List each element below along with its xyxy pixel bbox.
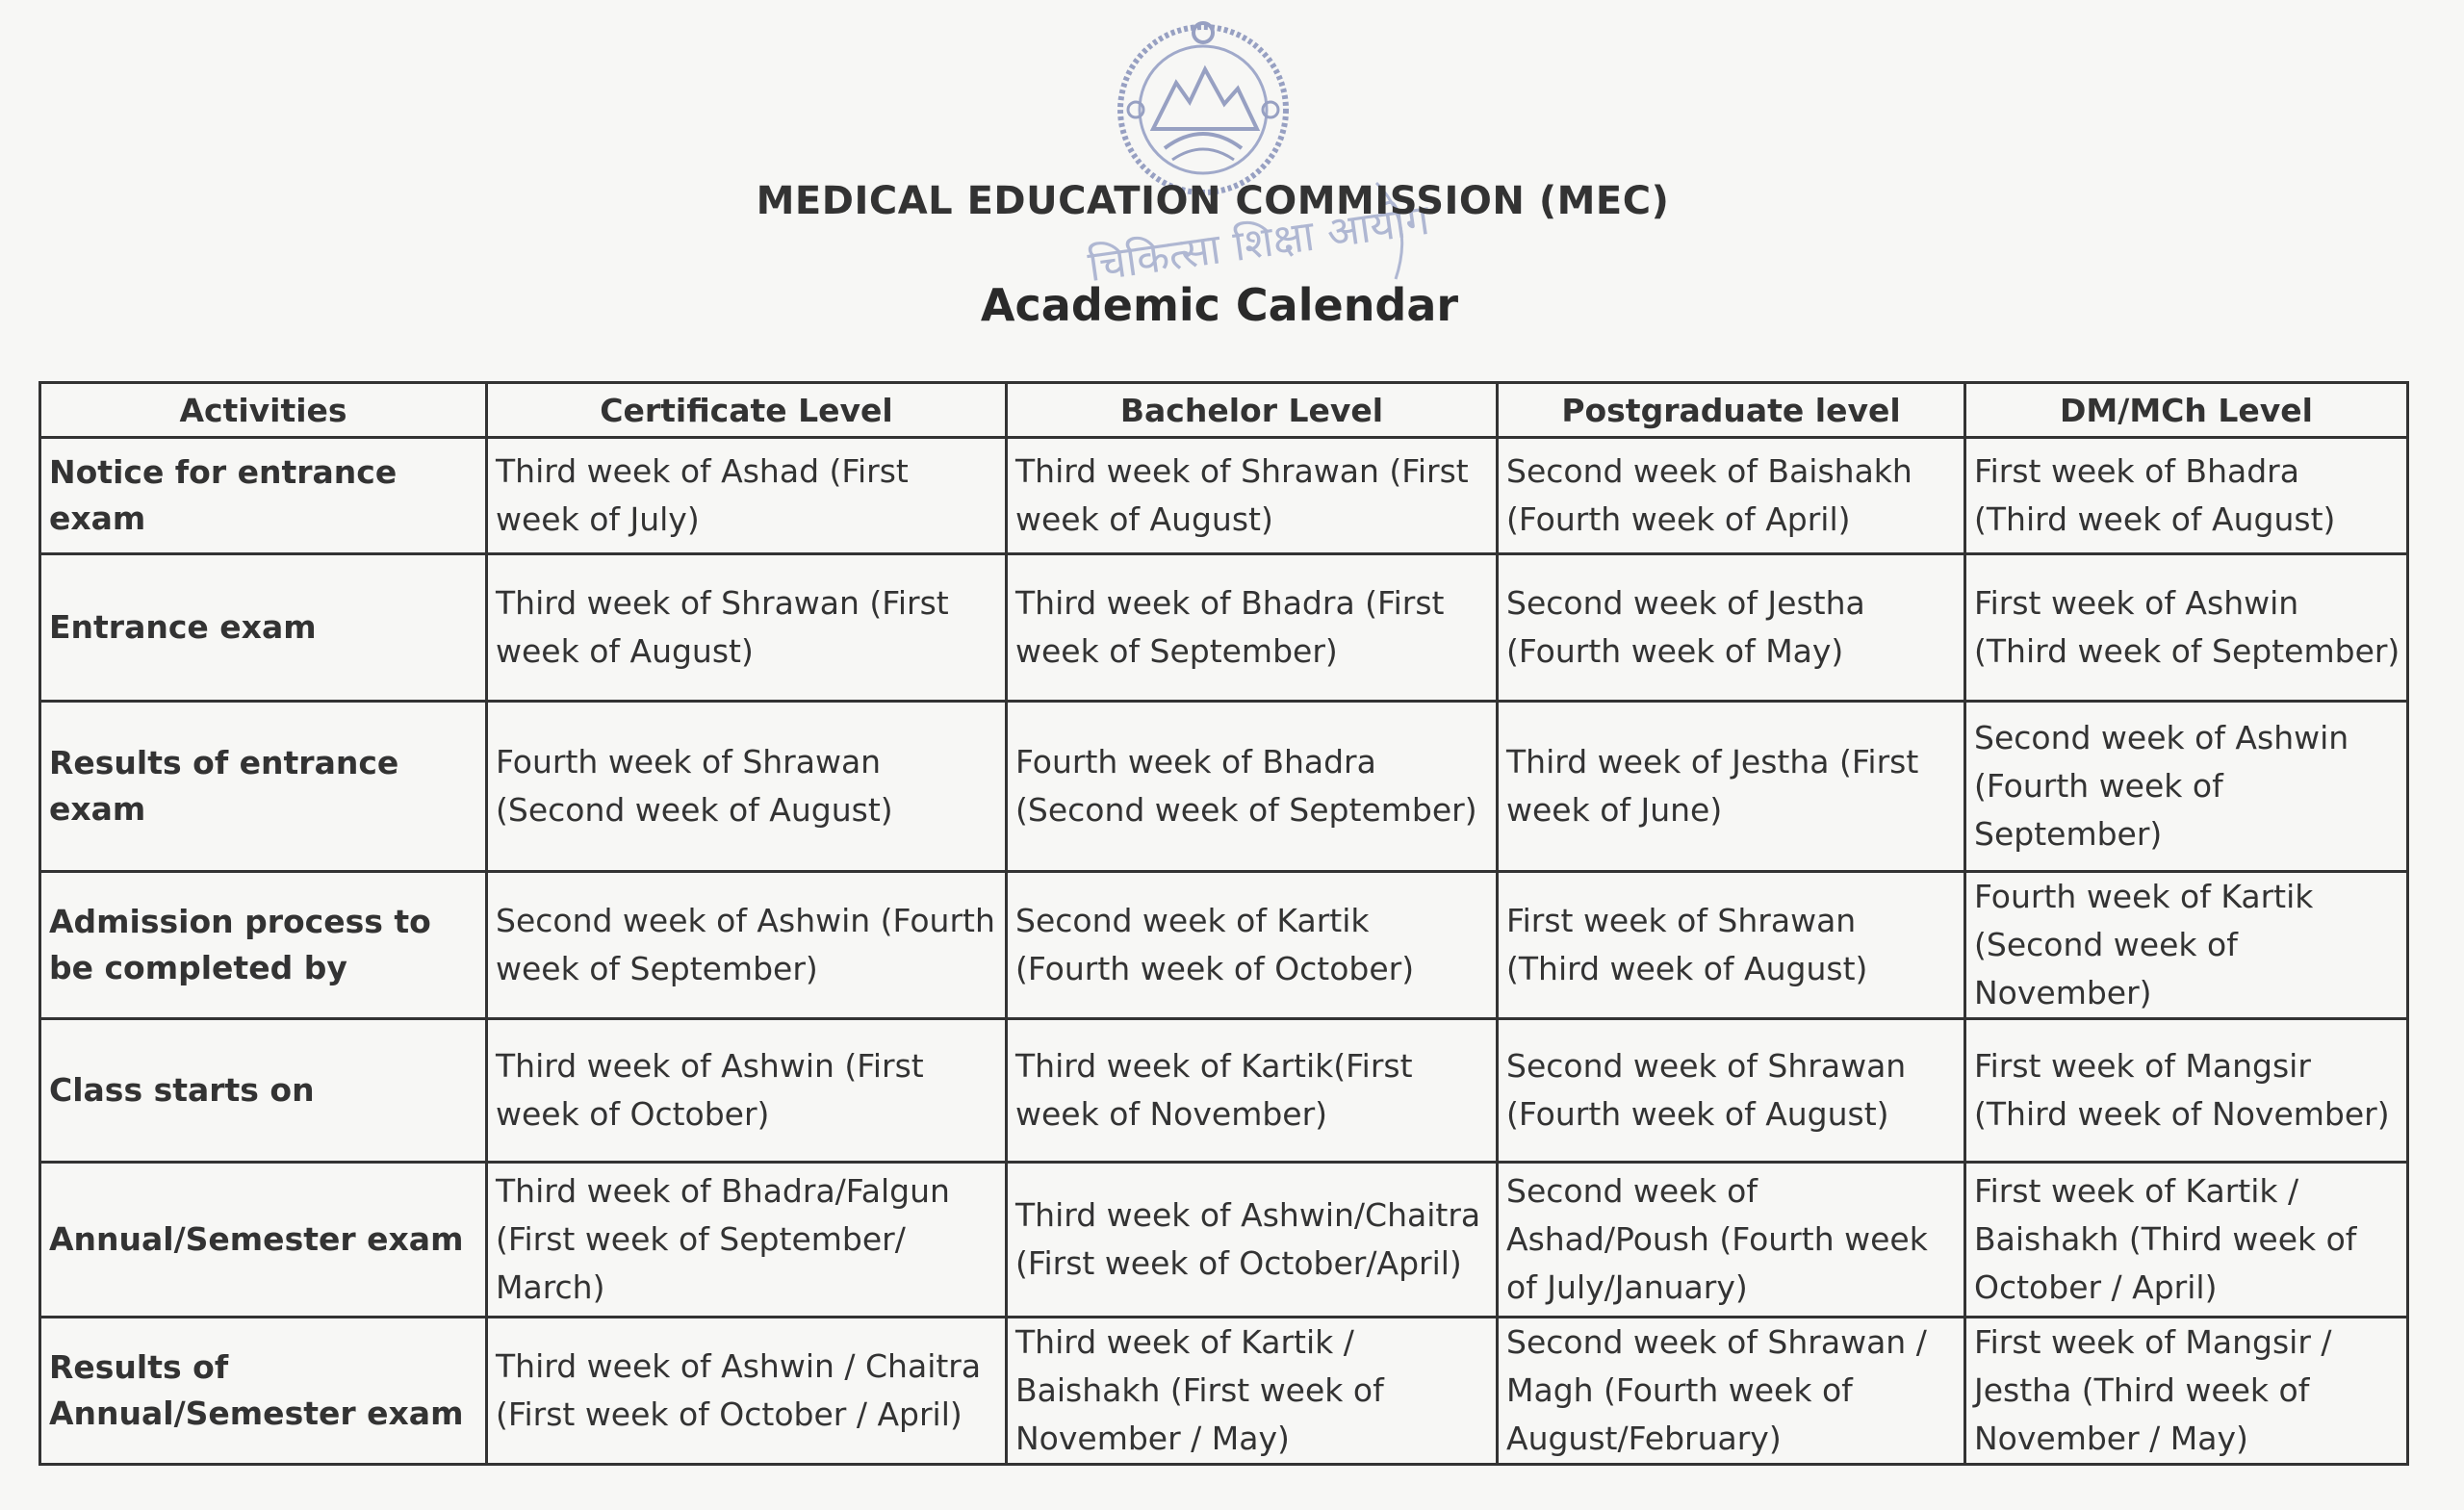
column-header-postgraduate: Postgraduate level — [1498, 383, 1965, 438]
dm-mch-cell: Fourth week of Kartik (Second week of November) — [1965, 872, 2408, 1019]
column-header-certificate: Certificate Level — [487, 383, 1007, 438]
column-header-activities: Activities — [40, 383, 487, 438]
activity-cell: Entrance exam — [40, 554, 487, 702]
certificate-cell: Fourth week of Shrawan (Second week of August) — [487, 702, 1007, 872]
dm-mch-cell: First week of Kartik / Baishakh (Third week of October / April) — [1965, 1163, 2408, 1318]
dm-mch-cell: Second week of Ashwin (Fourth week of September) — [1965, 702, 2408, 872]
bachelor-cell: Fourth week of Bhadra (Second week of September) — [1007, 702, 1498, 872]
table-row — [40, 702, 2408, 872]
activity-cell: Results of Annual/Semester exam — [40, 1318, 487, 1465]
organization-title-text: MEDICAL EDUCATION COMMISSION (MEC) — [756, 179, 1670, 223]
bachelor-cell: Third week of Shrawan (First week of August) — [1007, 438, 1498, 554]
table-row — [40, 1019, 2408, 1163]
certificate-cell: Third week of Ashad (First week of July) — [487, 438, 1007, 554]
svg-text:चिकित्सा शिक्षा आयोग: चिकित्सा शिक्षा आयोग — [1085, 194, 1433, 293]
organization-title — [0, 179, 2464, 223]
bachelor-cell: Third week of Kartik(First week of November) — [1007, 1019, 1498, 1163]
column-header-bachelor: Bachelor Level — [1007, 383, 1498, 438]
postgraduate-cell: First week of Shrawan (Third week of August) — [1498, 872, 1965, 1019]
dm-mch-cell: First week of Bhadra (Third week of August) — [1965, 438, 2408, 554]
activity-cell: Annual/Semester exam — [40, 1163, 487, 1318]
table-row — [40, 1318, 2408, 1465]
document-title-text: Academic Calendar — [980, 279, 1459, 331]
certificate-cell: Third week of Shrawan (First week of August) — [487, 554, 1007, 702]
column-header-dm-mch: DM/MCh Level — [1965, 383, 2408, 438]
document-title — [0, 279, 2464, 331]
certificate-cell: Third week of Ashwin / Chaitra (First week of October / April) — [487, 1318, 1007, 1465]
activity-cell: Notice for entrance exam — [40, 438, 487, 554]
dm-mch-cell: First week of Mangsir / Jestha (Third week of November / May) — [1965, 1318, 2408, 1465]
certificate-cell: Second week of Ashwin (Fourth week of September) — [487, 872, 1007, 1019]
table-row — [40, 872, 2408, 1019]
certificate-cell: Third week of Ashwin (First week of October) — [487, 1019, 1007, 1163]
bachelor-cell: Second week of Kartik (Fourth week of October) — [1007, 872, 1498, 1019]
dm-mch-cell: First week of Mangsir (Third week of November) — [1965, 1019, 2408, 1163]
postgraduate-cell: Second week of Shrawan (Fourth week of August) — [1498, 1019, 1965, 1163]
table-header-row — [40, 383, 2408, 438]
academic-calendar-table — [38, 381, 2409, 1466]
postgraduate-cell: Second week of Jestha (Fourth week of May) — [1498, 554, 1965, 702]
postgraduate-cell: Third week of Jestha (First week of June) — [1498, 702, 1965, 872]
bachelor-cell: Third week of Bhadra (First week of September) — [1007, 554, 1498, 702]
postgraduate-cell: Second week of Ashad/Poush (Fourth week of July/January) — [1498, 1163, 1965, 1318]
bachelor-cell: Third week of Ashwin/Chaitra (First week of October/April) — [1007, 1163, 1498, 1318]
bachelor-cell: Third week of Kartik / Baishakh (First week of November / May) — [1007, 1318, 1498, 1465]
table-row — [40, 554, 2408, 702]
activity-cell: Class starts on — [40, 1019, 487, 1163]
table-row — [40, 438, 2408, 554]
certificate-cell: Third week of Bhadra/Falgun (First week of September/ March) — [487, 1163, 1007, 1318]
activity-cell: Results of entrance exam — [40, 702, 487, 872]
postgraduate-cell: Second week of Baishakh (Fourth week of April) — [1498, 438, 1965, 554]
postgraduate-cell: Second week of Shrawan / Magh (Fourth week of August/February) — [1498, 1318, 1965, 1465]
dm-mch-cell: First week of Ashwin (Third week of September) — [1965, 554, 2408, 702]
table-row — [40, 1163, 2408, 1318]
activity-cell: Admission process to be completed by — [40, 872, 487, 1019]
